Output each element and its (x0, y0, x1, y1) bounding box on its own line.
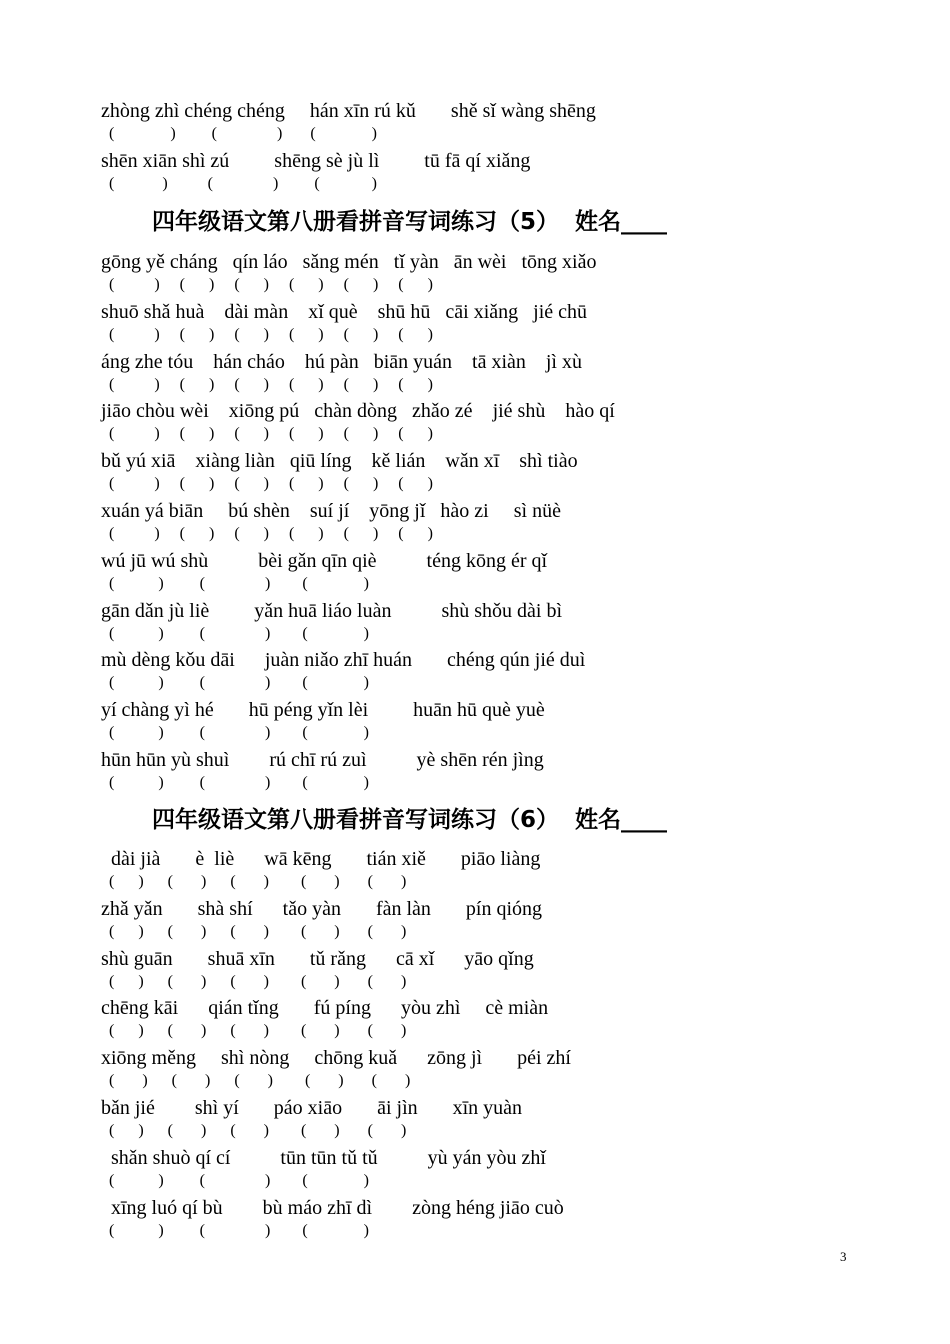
answer-brackets-line: ( ) ( ) ( ) ( ) ( ) (101, 972, 407, 990)
pinyin-line: bǔ yú xiā xiàng liàn qiū líng kě lián wǎn xī shì tiào (101, 450, 578, 473)
pinyin-line: shù guān shuā xīn tǔ rǎng cā xǐ yāo qǐng (101, 947, 534, 970)
pinyin-line: chēng kāi qián tǐng fú píng yòu zhì cè miàn (101, 997, 549, 1020)
pinyin-line: dài jià è liè wā kēng tián xiě piāo liàng (101, 848, 541, 870)
pinyin-line: wú jū wú shù bèi gǎn qīn qiè téng kōng ér qǐ (101, 549, 548, 572)
answer-brackets-line: ( ) ( ) ( ) ( ) ( ) ( ) (101, 276, 433, 293)
page-number: 3 (840, 1249, 847, 1264)
answer-brackets-line: ( ) ( ) ( ) ( ) ( ) ( ) (101, 425, 433, 443)
pinyin-line: áng zhe tóu hán cháo hú pàn biān yuán tā xiàn jì xù (101, 350, 582, 373)
pinyin-line: hūn hūn yù shuì rú chī rú zuì yè shēn rén jìng (101, 749, 544, 771)
answer-brackets-line: ( ) ( ) ( ) (101, 175, 377, 192)
answer-brackets-line: ( ) ( ) ( ) ( ) ( ) ( ) (101, 325, 433, 343)
answer-brackets-line: ( ) ( ) ( ) (101, 674, 369, 692)
pinyin-line: shǎn shuò qí cí tūn tūn tǔ tǔ yù yán yòu zhǐ (101, 1146, 546, 1169)
answer-brackets-line: ( ) ( ) ( ) ( ) ( ) (101, 1122, 407, 1139)
pinyin-line: xuán yá biān bú shèn suí jí yōng jǐ hào zi sì nüè (101, 500, 561, 522)
pinyin-line: gōng yě cháng qín láo sǎng mén tǐ yàn ān wèi tōng xiǎo (101, 251, 597, 273)
answer-brackets-line: ( ) ( ) ( ) ( ) ( ) ( ) (101, 475, 433, 493)
answer-brackets-line: ( ) ( ) ( ) ( ) ( ) (101, 922, 407, 940)
answer-brackets-line: ( ) ( ) ( ) (101, 1221, 369, 1239)
answer-brackets-line: ( ) ( ) ( ) ( ) ( ) ( ) (101, 525, 433, 542)
exercise-title: 四年级语文第八册看拼音写词练习（5） 姓名____ (152, 209, 668, 235)
pinyin-line: zhǎ yǎn shà shí tǎo yàn fàn làn pín qióng (101, 897, 543, 920)
pinyin-line: shēn xiān shì zú shēng sè jù lì tū fā qí xiǎng (101, 150, 531, 172)
answer-brackets-line: ( ) ( ) ( ) ( ) ( ) (101, 1022, 407, 1040)
pinyin-line: jiāo chòu wèi xiōng pú chàn dòng zhǎo zé jié shù hào qí (101, 400, 615, 423)
answer-brackets-line: ( ) ( ) ( ) (101, 724, 369, 742)
answer-brackets-line: ( ) ( ) ( ) (101, 774, 369, 791)
pinyin-line: mù dèng kǒu dāi juàn niǎo zhī huán chéng qún jié duì (101, 649, 586, 672)
answer-brackets-line: ( ) ( ) ( ) (101, 125, 377, 142)
pinyin-line: bǎn jié shì yí páo xiāo āi jìn xīn yuàn (101, 1097, 523, 1119)
answer-brackets-line: ( ) ( ) ( ) (101, 574, 369, 592)
pinyin-line: xiōng měng shì nòng chōng kuǎ zōng jì péi zhí (101, 1047, 571, 1070)
answer-brackets-line: ( ) ( ) ( ) (101, 1171, 369, 1189)
pinyin-line: gān dǎn jù liè yǎn huā liáo luàn shù shǒu dài bì (101, 599, 563, 622)
answer-brackets-line: ( ) ( ) ( ) (101, 624, 369, 642)
pinyin-line: xīng luó qí bù bù máo zhī dì zòng héng jiāo cuò (101, 1196, 564, 1219)
answer-brackets-line: ( ) ( ) ( ) ( ) ( ) (101, 873, 407, 890)
pinyin-line: shuō shǎ huà dài màn xǐ què shū hū cāi xiǎng jié chū (101, 300, 588, 323)
pinyin-line: yí chàng yì hé hū péng yǐn lèi huān hū què yuè (101, 699, 545, 722)
exercise-title: 四年级语文第八册看拼音写词练习（6） 姓名____ (152, 807, 668, 833)
answer-brackets-line: ( ) ( ) ( ) ( ) ( ) ( ) (101, 375, 433, 393)
answer-brackets-line: ( ) ( ) ( ) ( ) ( ) (101, 1072, 411, 1090)
pinyin-line: zhòng zhì chéng chéng hán xīn rú kǔ shě sǐ wàng shēng (101, 100, 596, 122)
